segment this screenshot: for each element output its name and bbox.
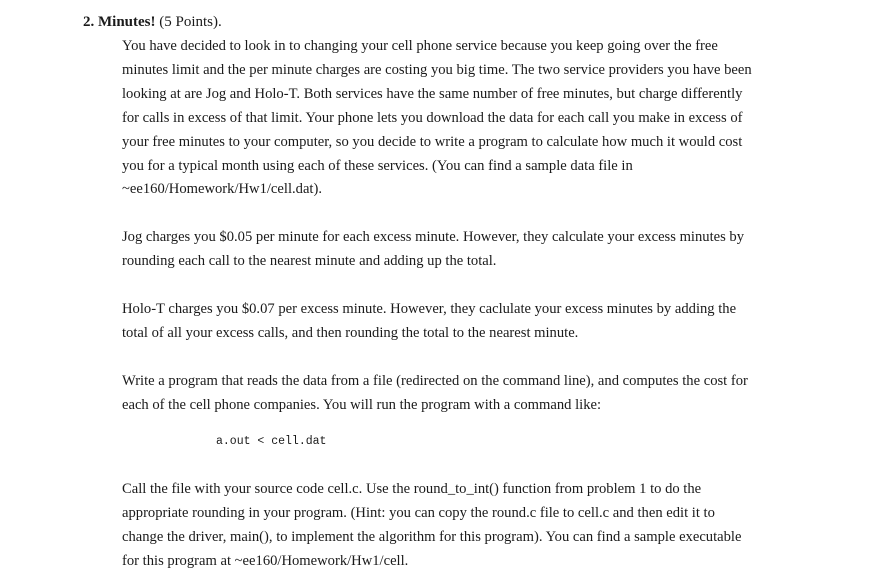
problem-heading [83,12,222,32]
paragraph-spacer [122,202,822,226]
write-program-paragraph: Write a program that reads the data from a file (redirected on the command line), and computes the cost for each of the cell phone companies. You will run the program with a command like: [122,372,748,413]
paragraph-spacer [122,274,822,298]
call-file-paragraph: Call the file with your source code cell.c. Use the round_to_int() function from problem 1 to do the appropriate rounding in your program. (Hint: you can copy the round.c file to cell.c and then edit it to change the driver, main(), to implement the algorithm for this program). You can find a sample executable for this program at ~ee160/Homework/Hw1/cell. [122,480,742,569]
command-text: a.out < cell.dat [216,434,327,448]
problem-points: (5 Points). [159,14,222,30]
problem-title: 2. Minutes! [83,14,156,30]
jog-paragraph: Jog charges you $0.05 per minute for each excess minute. However, they calculate your excess minutes by rounding each call to the nearest minute and adding up the total. [122,229,745,270]
intro-paragraph: You have decided to look in to changing your cell phone service because you keep going over the free minutes limit and the per minute charges are costing you big time. The two service providers you have been looking at are Jog and Holo-T. Both services have the same number of free minutes, but charge differently for calls in excess of that limit. Your phone lets you download the data for each call you make in excess of your free minutes to your computer, so you decide to write a program to calculate how much it would cost you for a typical month using each of these services. (You can find a sample data file in ~ee160/Homework/Hw1/cell.dat). [122,38,752,198]
command-example [122,418,822,478]
problem-body [122,35,822,573]
paragraph-spacer [122,346,822,370]
holot-paragraph: Holo-T charges you $0.07 per excess minute. However, they caclulate your excess minutes by adding the total of all your excess calls, and then rounding the total to the nearest minute. [122,301,737,342]
